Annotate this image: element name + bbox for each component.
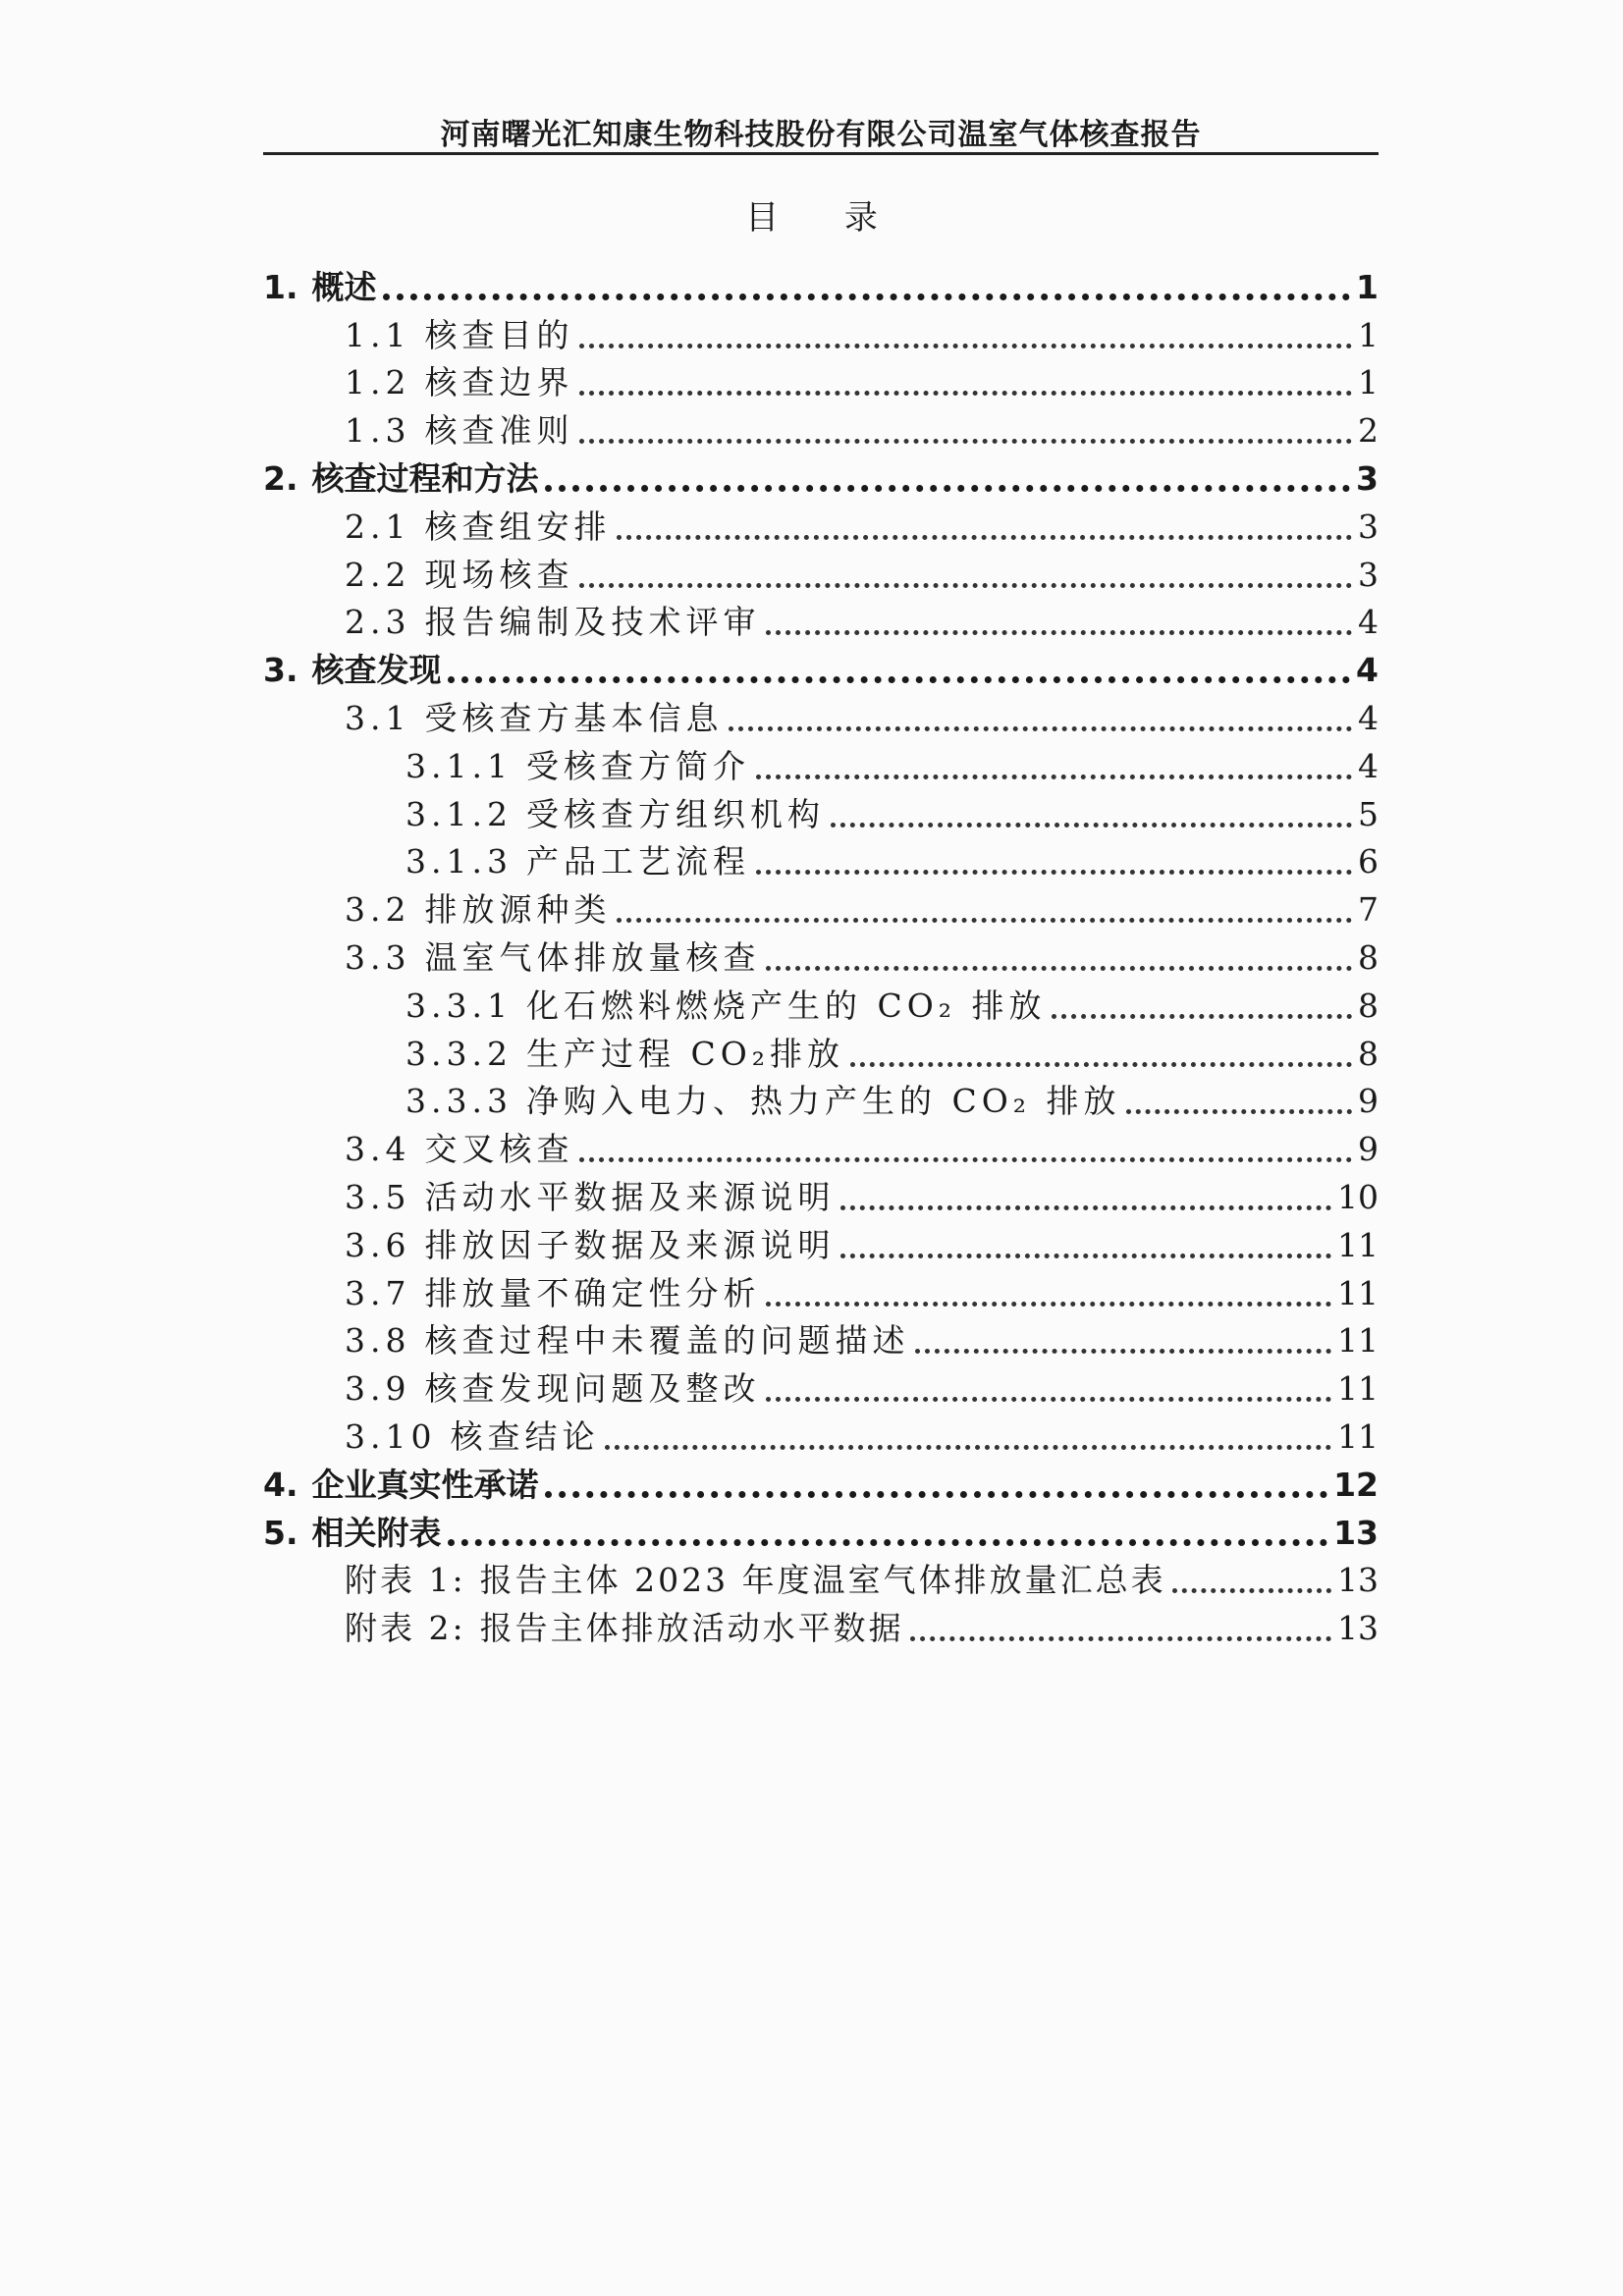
toc-dot-leader bbox=[545, 1487, 1328, 1498]
toc-entry[interactable] bbox=[263, 1507, 1379, 1555]
toc-dot-leader bbox=[915, 1345, 1331, 1354]
toc-entry-text: 核查发现问题及整改 bbox=[424, 1369, 761, 1409]
toc-entry-text: 净购入电力、热力产生的 CO₂ 排放 bbox=[525, 1082, 1121, 1121]
toc-entry-label bbox=[345, 937, 761, 980]
toc-entry-number: 1.2 bbox=[345, 363, 411, 402]
toc-entry-page-number: 1 bbox=[1356, 267, 1379, 306]
toc-entry-label bbox=[345, 1321, 910, 1362]
toc-entry-number: 3.1.1 bbox=[406, 746, 513, 785]
toc-entry-number: 2.1 bbox=[345, 507, 411, 546]
toc-entry-text: 受核查方基本信息 bbox=[424, 698, 724, 737]
toc-dot-leader bbox=[545, 481, 1351, 492]
toc-dot-leader bbox=[579, 387, 1352, 396]
toc-entry-label bbox=[406, 842, 750, 883]
toc-entry-text: 核查组安排 bbox=[424, 507, 612, 546]
toc-entry-text: 化石燃料燃烧产生的 CO₂ 排放 bbox=[525, 986, 1047, 1025]
toc-entry-label bbox=[345, 1177, 836, 1219]
toc-entry[interactable] bbox=[263, 644, 1379, 692]
toc-entry[interactable] bbox=[263, 1171, 1379, 1219]
toc-entry-label bbox=[263, 1465, 539, 1507]
toc-entry-label bbox=[345, 1561, 1166, 1602]
toc-dot-leader bbox=[579, 340, 1352, 348]
toc-entry-label bbox=[345, 507, 612, 549]
toc-entry-label bbox=[345, 555, 574, 597]
toc-dot-leader bbox=[766, 1298, 1331, 1307]
toc-dot-leader bbox=[579, 435, 1352, 444]
toc-dot-leader bbox=[831, 819, 1352, 828]
toc-entry-label bbox=[406, 1082, 1121, 1123]
toc-entry-number: 3.2 bbox=[345, 890, 411, 930]
toc-entry-page-number: 8 bbox=[1358, 986, 1379, 1025]
toc-entry-number: 5. bbox=[263, 1513, 298, 1552]
toc-entry-label bbox=[345, 411, 574, 453]
toc-dot-leader bbox=[766, 626, 1352, 635]
toc-entry-text: 报告主体 2023 年度温室气体排放量汇总表 bbox=[479, 1561, 1166, 1600]
toc-entry-text: 温室气体排放量核查 bbox=[424, 937, 761, 977]
toc-entry[interactable] bbox=[263, 404, 1379, 453]
toc-dot-leader bbox=[756, 771, 1352, 779]
toc-dot-leader bbox=[766, 962, 1352, 971]
toc-entry-number: 3.10 bbox=[345, 1416, 437, 1456]
toc-dot-leader bbox=[383, 290, 1351, 300]
toc-entry[interactable] bbox=[263, 1028, 1379, 1076]
toc-entry-text: 排放源种类 bbox=[424, 890, 612, 930]
toc-entry[interactable] bbox=[263, 1315, 1379, 1363]
toc-entry-label bbox=[345, 1416, 600, 1459]
toc-entry-label bbox=[263, 267, 377, 309]
toc-dot-leader bbox=[840, 1201, 1331, 1210]
report-header-title: 河南曙光汇知康生物科技股份有限公司温室气体核查报告 bbox=[440, 118, 1202, 152]
toc-entry-page-number: 7 bbox=[1358, 890, 1379, 930]
toc-dot-leader bbox=[1172, 1584, 1331, 1593]
toc-entry-number: 4. bbox=[263, 1465, 298, 1504]
toc-entry-number: 附表 2: bbox=[345, 1609, 466, 1648]
toc-entry-number: 1. bbox=[263, 267, 298, 306]
toc-entry-number: 3.3.3 bbox=[406, 1082, 513, 1121]
toc-entry-page-number: 13 bbox=[1333, 1513, 1379, 1552]
toc-entry-page-number: 1 bbox=[1358, 315, 1379, 354]
toc-entry-text: 受核查方组织机构 bbox=[525, 794, 825, 833]
table-of-contents bbox=[263, 261, 1379, 1650]
toc-entry[interactable] bbox=[263, 1123, 1379, 1171]
toc-entry[interactable] bbox=[263, 1555, 1379, 1603]
toc-entry-page-number: 13 bbox=[1337, 1609, 1379, 1648]
toc-entry-label bbox=[345, 1609, 904, 1650]
toc-entry-text: 排放因子数据及来源说明 bbox=[424, 1225, 836, 1264]
toc-entry-page-number: 10 bbox=[1337, 1177, 1379, 1216]
toc-entry[interactable] bbox=[263, 1602, 1379, 1650]
toc-entry-number: 3.3.2 bbox=[406, 1034, 513, 1073]
toc-entry-number: 3.1.2 bbox=[406, 794, 513, 833]
toc-dot-leader bbox=[1052, 1010, 1352, 1019]
toc-entry[interactable] bbox=[263, 932, 1379, 980]
toc-entry-number: 2.3 bbox=[345, 603, 411, 642]
toc-entry-label bbox=[406, 1034, 844, 1076]
toc-entry-number: 3.9 bbox=[345, 1369, 411, 1409]
toc-entry-text: 企业真实性承诺 bbox=[311, 1465, 539, 1504]
toc-entry-page-number: 11 bbox=[1337, 1321, 1379, 1361]
toc-entry-text: 核查过程中未覆盖的问题描述 bbox=[424, 1321, 910, 1361]
toc-entry-page-number: 8 bbox=[1358, 937, 1379, 977]
toc-entry[interactable] bbox=[263, 788, 1379, 836]
toc-entry[interactable] bbox=[263, 1459, 1379, 1507]
toc-entry-page-number: 4 bbox=[1358, 603, 1379, 642]
toc-entry[interactable] bbox=[263, 501, 1379, 549]
toc-entry-text: 核查准则 bbox=[424, 411, 574, 451]
toc-entry-number: 3.4 bbox=[345, 1130, 411, 1169]
toc-entry-page-number: 4 bbox=[1356, 651, 1379, 690]
toc-entry-number: 1.3 bbox=[345, 411, 411, 451]
toc-dot-leader bbox=[579, 1153, 1352, 1162]
toc-entry-label bbox=[345, 1273, 761, 1315]
toc-entry-page-number: 11 bbox=[1337, 1369, 1379, 1409]
toc-entry-text: 受核查方简介 bbox=[525, 746, 750, 785]
toc-entry[interactable] bbox=[263, 1411, 1379, 1459]
toc-dot-leader bbox=[729, 722, 1352, 731]
toc-entry-page-number: 3 bbox=[1358, 555, 1379, 594]
toc-dot-leader bbox=[910, 1632, 1331, 1641]
toc-dot-leader bbox=[617, 531, 1352, 540]
toc-entry[interactable] bbox=[263, 1219, 1379, 1267]
toc-entry-page-number: 13 bbox=[1337, 1561, 1379, 1600]
toc-entry[interactable] bbox=[263, 1076, 1379, 1124]
toc-entry-page-number: 3 bbox=[1358, 507, 1379, 546]
toc-entry-number: 3.6 bbox=[345, 1225, 411, 1264]
toc-entry-page-number: 2 bbox=[1358, 411, 1379, 451]
toc-entry-number: 2.2 bbox=[345, 555, 411, 594]
toc-entry-label bbox=[263, 458, 539, 501]
toc-entry-number: 3.5 bbox=[345, 1177, 411, 1216]
toc-entry-text: 核查边界 bbox=[424, 363, 574, 402]
toc-dot-leader bbox=[756, 866, 1352, 875]
toc-entry[interactable] bbox=[263, 836, 1379, 884]
toc-entry[interactable] bbox=[263, 261, 1379, 309]
toc-entry[interactable] bbox=[263, 1267, 1379, 1315]
toc-entry-page-number: 12 bbox=[1333, 1465, 1379, 1504]
toc-dot-leader bbox=[448, 1535, 1328, 1546]
toc-dot-leader bbox=[1126, 1105, 1352, 1114]
toc-entry-label bbox=[345, 603, 761, 644]
toc-entry-number: 2. bbox=[263, 458, 298, 498]
toc-dot-leader bbox=[617, 914, 1352, 923]
toc-entry-number: 1.1 bbox=[345, 315, 411, 354]
toc-entry-number: 3.1 bbox=[345, 698, 411, 737]
toc-entry-page-number: 11 bbox=[1337, 1416, 1379, 1456]
toc-entry-number: 3.3 bbox=[345, 937, 411, 977]
toc-dot-leader bbox=[850, 1058, 1352, 1067]
header-divider bbox=[263, 152, 1379, 155]
toc-entry-page-number: 11 bbox=[1337, 1225, 1379, 1264]
toc-entry-number: 附表 1: bbox=[345, 1561, 466, 1600]
toc-entry-label bbox=[406, 746, 750, 788]
toc-entry-text: 排放量不确定性分析 bbox=[424, 1273, 761, 1312]
toc-entry-label bbox=[406, 986, 1047, 1028]
toc-entry-text: 活动水平数据及来源说明 bbox=[424, 1177, 836, 1216]
toc-dot-leader bbox=[448, 672, 1351, 683]
toc-entry[interactable] bbox=[263, 309, 1379, 357]
toc-entry-label bbox=[345, 890, 612, 932]
toc-entry[interactable] bbox=[263, 1362, 1379, 1411]
toc-entry-text: 核查发现 bbox=[311, 651, 442, 690]
toc-entry-number: 3.3.1 bbox=[406, 986, 513, 1025]
toc-entry-text: 交叉核查 bbox=[424, 1130, 574, 1169]
toc-entry[interactable] bbox=[263, 549, 1379, 597]
toc-entry-page-number: 5 bbox=[1358, 794, 1379, 833]
toc-entry[interactable] bbox=[263, 980, 1379, 1028]
toc-entry-number: 3.8 bbox=[345, 1321, 411, 1361]
toc-title: 目 录 bbox=[745, 198, 905, 238]
toc-entry-page-number: 6 bbox=[1358, 842, 1379, 881]
toc-dot-leader bbox=[579, 579, 1352, 588]
toc-entry-label bbox=[345, 1225, 836, 1267]
toc-entry-number: 3. bbox=[263, 651, 298, 690]
toc-entry[interactable] bbox=[263, 692, 1379, 740]
toc-dot-leader bbox=[766, 1393, 1331, 1402]
toc-entry-label bbox=[263, 1513, 442, 1555]
toc-entry-text: 报告主体排放活动水平数据 bbox=[479, 1609, 904, 1648]
toc-entry-label bbox=[263, 651, 442, 692]
toc-entry-label bbox=[406, 794, 825, 836]
toc-entry[interactable] bbox=[263, 883, 1379, 932]
toc-entry-page-number: 8 bbox=[1358, 1034, 1379, 1073]
toc-entry[interactable] bbox=[263, 597, 1379, 645]
toc-entry-page-number: 1 bbox=[1358, 363, 1379, 402]
toc-entry-text: 现场核查 bbox=[424, 555, 574, 594]
toc-entry-page-number: 9 bbox=[1358, 1082, 1379, 1121]
toc-entry[interactable] bbox=[263, 740, 1379, 788]
toc-entry-number: 3.7 bbox=[345, 1273, 411, 1312]
toc-entry-page-number: 9 bbox=[1358, 1130, 1379, 1169]
toc-entry-label bbox=[345, 315, 574, 357]
toc-entry-number: 3.1.3 bbox=[406, 842, 513, 881]
toc-entry-page-number: 11 bbox=[1337, 1273, 1379, 1312]
toc-entry-label bbox=[345, 1130, 574, 1171]
toc-entry-label bbox=[345, 1369, 761, 1411]
toc-entry-label bbox=[345, 363, 574, 404]
toc-entry[interactable] bbox=[263, 453, 1379, 501]
toc-entry-page-number: 4 bbox=[1358, 746, 1379, 785]
toc-entry-text: 核查目的 bbox=[424, 315, 574, 354]
toc-entry-text: 相关附表 bbox=[311, 1513, 442, 1552]
toc-entry-text: 产品工艺流程 bbox=[525, 842, 750, 881]
toc-entry-text: 概述 bbox=[311, 267, 377, 306]
toc-dot-leader bbox=[605, 1441, 1331, 1450]
toc-entry-text: 生产过程 CO₂排放 bbox=[525, 1034, 844, 1073]
toc-entry[interactable] bbox=[263, 357, 1379, 405]
toc-entry-label bbox=[345, 698, 724, 740]
toc-entry-text: 核查过程和方法 bbox=[311, 458, 539, 498]
toc-entry-text: 报告编制及技术评审 bbox=[424, 603, 761, 642]
toc-entry-page-number: 3 bbox=[1356, 458, 1379, 498]
toc-entry-text: 核查结论 bbox=[450, 1416, 600, 1456]
toc-dot-leader bbox=[840, 1250, 1331, 1258]
toc-entry-page-number: 4 bbox=[1358, 698, 1379, 737]
